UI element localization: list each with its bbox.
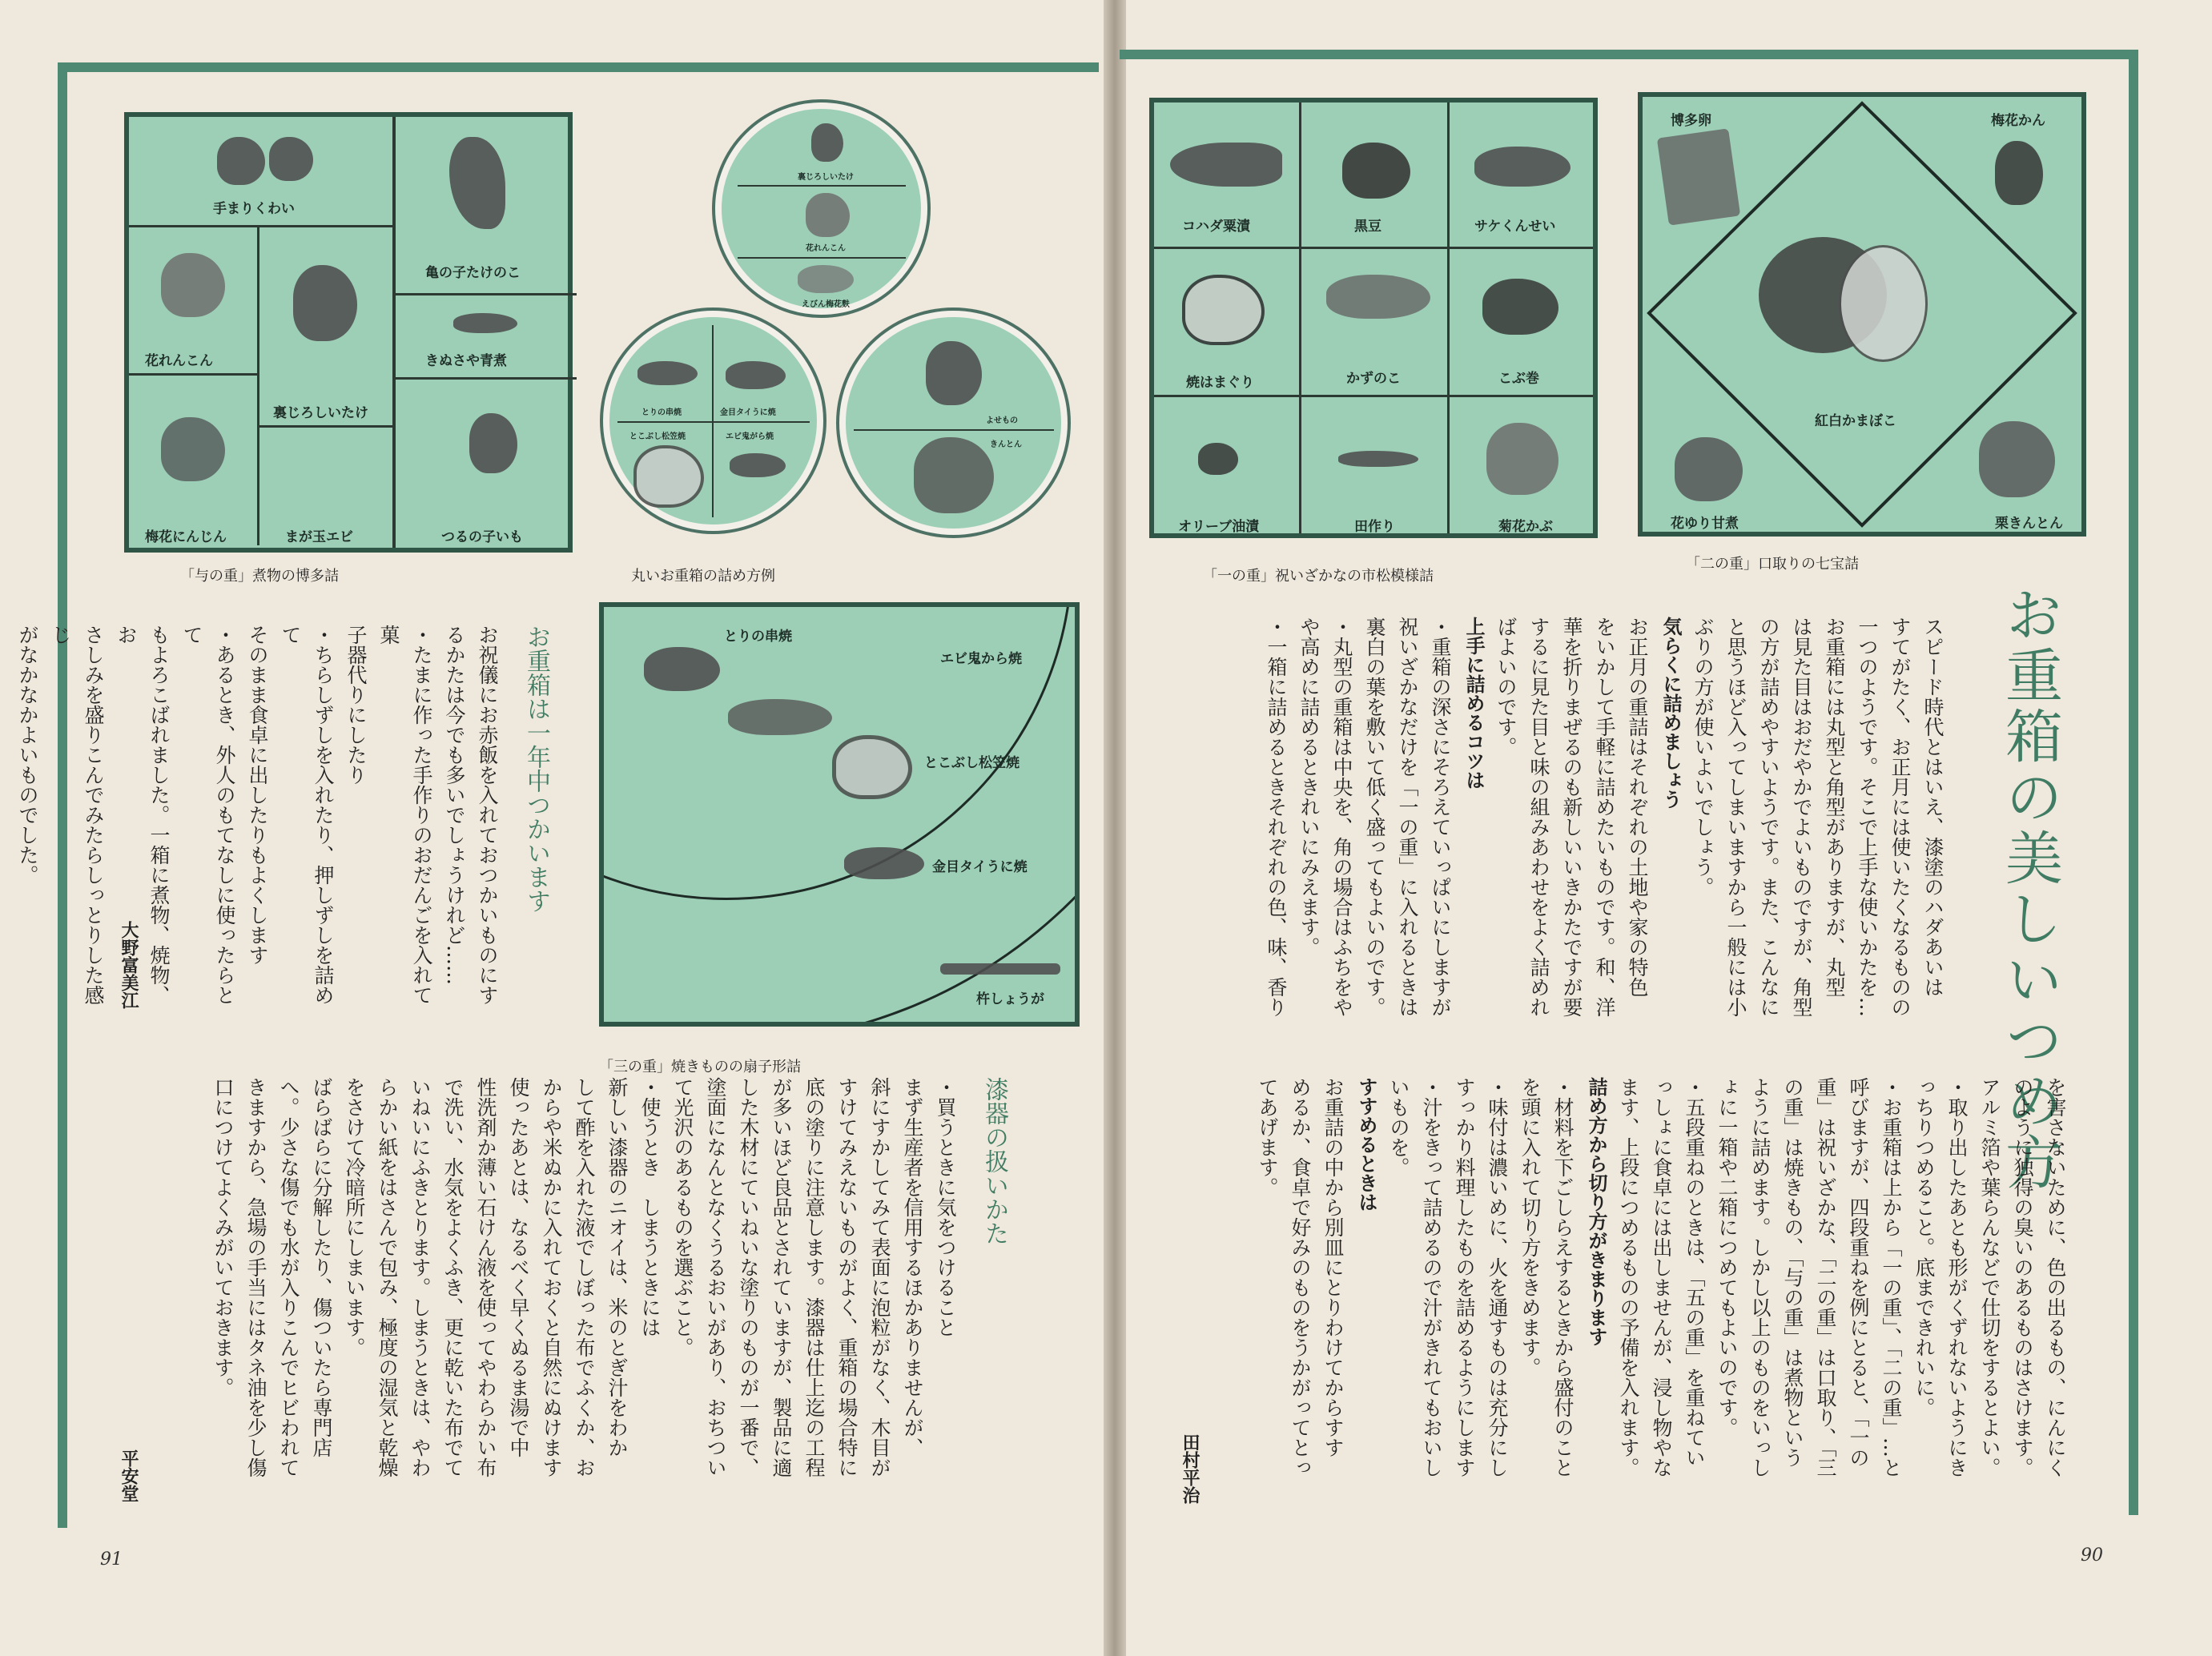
text-line: お重箱には丸型と角型がありますが、丸型 [1823, 617, 1846, 997]
fig-round-label: エビ鬼がら焼 [726, 432, 774, 441]
text-line: した木材にていねいな塗りのものが一番で、 [737, 1077, 760, 1477]
text-line: の方が詰めやすいようです。また、こんなに [1757, 617, 1780, 1017]
text-line: いものを。 [1387, 1077, 1410, 1177]
text-line: が多いほど良品とされていますが、製品に適 [770, 1077, 793, 1477]
text-line: るかたは今でも多いでしょうけれど…… [443, 625, 466, 985]
fig-san-label: 金目タイうに焼 [932, 859, 1028, 875]
text-line: ・材料を下ごしらえするときから盛付のこと [1551, 1077, 1575, 1477]
fig-round-label: 花れんこん [806, 244, 846, 253]
text-line: ・五段重ねのときは、「五の重」を重ねてい [1683, 1077, 1706, 1468]
text-line: ・丸型の重箱は中央を、角の場合はふちをや [1330, 617, 1353, 1017]
text-line: スピード時代とはいえ、漆塗のハダあいは [1921, 617, 1945, 997]
text-line: 口につけてよくみがいておきます。 [211, 1077, 235, 1397]
left-page-frame-top [58, 62, 1099, 72]
fig-round-label: 金目タイうに焼 [720, 408, 776, 417]
text-line: ・ちらしずしを入れたり、押しずしを詰めて [279, 625, 335, 1005]
fig-ichi-label: サケくんせい [1474, 219, 1556, 235]
text-line: からや米ぬかに入れておくと自然にぬけます [540, 1077, 563, 1477]
text-line: ます、上段につめるものの予備を入れます。 [1617, 1077, 1640, 1477]
section-shikki [207, 1077, 1011, 1549]
text-line: を害さないために、色の出るもの、にんにく [2044, 1077, 2067, 1477]
fig-san-label: とこぶし松笠焼 [924, 755, 1020, 771]
fig-ni-label: 梅花かん [1991, 113, 2045, 129]
text-line: ばよいのです。 [1494, 617, 1518, 757]
text-line: と思うほど入ってしまいますから一般には小 [1724, 617, 1747, 1017]
text-line: や高めに詰めるときれいにみえます。 [1297, 617, 1321, 957]
author-ichinen: 大野富美江 [119, 921, 139, 1009]
fig-round-caption: 丸いお重箱の詰め方例 [631, 568, 775, 585]
heading-kigaru: 気らくに詰めましょう [1659, 617, 1682, 809]
fig-san-no-ju [599, 602, 1080, 1027]
fig-ichi-label: こぶ巻 [1498, 371, 1539, 387]
fig-yo-no-ju [124, 112, 573, 553]
fig-ichi-no-ju [1149, 98, 1598, 538]
text-line: 子器代りにしたり [344, 625, 368, 785]
fig-yo-label: 亀の子たけのこ [425, 265, 521, 281]
text-line: 祝いざかなだけを「一の重」に入れるときは [1396, 617, 1419, 1017]
fig-round-label: とこぶし松笠焼 [629, 432, 686, 441]
fig-yo-caption: 「与の重」煮物の博多詰 [180, 568, 339, 585]
article-title: お重箱の美しいつめ方 [1996, 585, 2063, 1193]
text-line: すっかり料理したものを詰めるようにします [1453, 1077, 1476, 1477]
text-line: 裏白の葉を敷いて低く盛ってもよいのです。 [1363, 617, 1386, 1017]
fig-san-label: 杵しょうが [976, 991, 1044, 1007]
fig-yo-label: つるの子いも [441, 529, 523, 545]
text-line: の重」は焼きもの、「与の重」は煮物という [1781, 1077, 1804, 1468]
text-line: もよろこばれました。一箱に煮物、焼物、お [115, 625, 171, 1005]
text-line: ・たまに作った手作りのおだんごを入れて菓 [377, 625, 433, 1005]
fig-ichi-caption: 「一の重」祝いざかなの市松模様詰 [1203, 568, 1434, 585]
text-line: っちりつめること。底まできれいに。 [1912, 1077, 1936, 1417]
text-line: めるか、食卓で好みのものをうかがってとっ [1289, 1077, 1312, 1477]
text-line: ・味付は濃いめに、火を通すものは充分にし [1486, 1077, 1509, 1477]
text-line: がなかなかよいものでした。 [16, 625, 39, 885]
fig-round-label: よせもの [986, 416, 1018, 425]
text-line: して酢を入れた液でしぼった布でふくか、お [573, 1077, 596, 1477]
text-line: 一つのようです。そこで上手な使いかたを… [1856, 617, 1879, 1017]
text-line: 呼びますが、四段重ねを例にとると、「一の [1847, 1077, 1870, 1468]
author-shikki: 平安堂 [119, 1449, 139, 1502]
fig-ichi-label: 菊花かぶ [1498, 519, 1553, 535]
text-line: は見た目はおだやかでよいものですが、角型 [1790, 617, 1813, 1017]
text-line: らかい紙をはさんで包み、極度の湿気と乾燥 [376, 1077, 399, 1477]
text-line: するに見た目と味の組みあわせをよく詰めれ [1527, 617, 1550, 1017]
text-line: 使ったあとは、なるべく早くぬるま湯で中 [507, 1077, 530, 1457]
text-line: っしょに食卓には出しませんが、浸し物やな [1650, 1077, 1673, 1477]
text-line: へ。少さな傷でも水が入りこんでヒビわれて [277, 1077, 300, 1477]
fig-yo-label: きぬさや青煮 [425, 353, 507, 369]
book-gutter [1104, 0, 1126, 1656]
fig-yo-label: 花れんこん [145, 353, 213, 369]
text-line: てあげます。 [1256, 1077, 1279, 1197]
text-line: で洗い、水気をよくふき、更に乾いた布でて [441, 1077, 465, 1477]
fig-yo-label: 手まりくわい [213, 201, 295, 217]
fig-ni-label: 博多卵 [1671, 113, 1711, 129]
fig-yo-label: 裏じろしいたけ [273, 405, 368, 421]
fig-san-caption: 「三の重」焼きものの扇子形詰 [599, 1059, 801, 1075]
fig-round-plate-right [839, 311, 1068, 535]
fig-ni-label: 紅白かまぼこ [1815, 413, 1896, 429]
text-line: 塗面になんとなくうるおいがあり、おちつい [704, 1077, 727, 1477]
text-line: ・あるとき、外人のもてなしに使ったらとて [180, 625, 236, 1005]
right-page-frame-side [2129, 50, 2138, 1515]
text-line: て光沢のあるものを選ぶこと。 [671, 1077, 694, 1357]
text-line: さしみを盛りこんでみたらしっとりした感じ [49, 625, 105, 1005]
text-line: をさけて冷暗所にしまいます。 [343, 1077, 366, 1357]
fig-ichi-label: 焼はまぐり [1186, 375, 1254, 391]
text-line: 新しい漆器のニオイは、米のとぎ汁をわか [605, 1077, 629, 1457]
fig-ichi-label: コハダ粟漬 [1182, 219, 1250, 235]
text-line: すてがたく、お正月には使いたくなるものの [1888, 617, 1912, 1017]
heading-kotsu: 上手に詰めるコツは [1462, 617, 1485, 790]
text-line: いねいにふきとります。しまうときは、やわ [408, 1077, 432, 1477]
heading-kimaru: 詰め方から切り方がきまります [1585, 1077, 1607, 1346]
fig-yo-label: まが玉エビ [285, 529, 353, 545]
text-line: 華を折りまぜるのも新しいいきかたですが要 [1560, 617, 1583, 1017]
author-tamura: 田村平治 [1180, 1433, 1200, 1504]
text-line: ・買うときに気をつけること [934, 1077, 957, 1337]
text-line: アルミ箔や葉らんなどで仕切をするとよい。 [1978, 1077, 2001, 1477]
fig-round-plate-top [715, 102, 927, 315]
text-line: 性洗剤か薄い石けん液を使ってやわらかい布 [474, 1077, 497, 1477]
fig-round-label: きんとん [990, 440, 1022, 449]
text-line: ょに一箱や二箱につめてもよいのです。 [1715, 1077, 1739, 1437]
text-line: ・使うとき しまうときには [638, 1077, 662, 1337]
fig-round-label: とりの串焼 [641, 408, 682, 417]
fig-ni-caption: 「二の重」口取りの七宝詰 [1686, 556, 1859, 573]
text-line: を頭に入れて切り方をきめます。 [1518, 1077, 1542, 1377]
fig-ichi-label: かずのこ [1346, 371, 1401, 387]
article-body-upper [1260, 617, 1949, 1049]
text-line: のように独得の臭いのあるものはさけます。 [2011, 1077, 2034, 1477]
article-body-lower [1251, 1077, 2072, 1525]
fig-round-label: えびん梅花麩 [802, 300, 850, 309]
fig-round-plate-left [603, 311, 823, 531]
text-line: 重」は祝いざかな、「二の重」は口取り、「三 [1814, 1077, 1837, 1477]
text-line: ・お重箱は上から「一の重」、「二の重」…と [1880, 1077, 1903, 1477]
fig-yo-label: 梅花にんじん [145, 529, 227, 545]
fig-ni-label: 花ゆり甘煮 [1671, 516, 1739, 532]
text-line: ・汁をきって詰めるので汁がきれてもおいし [1420, 1077, 1443, 1477]
text-line: お祝儀にお赤飯を入れておつかいものにす [476, 625, 499, 1005]
text-line: ぶりの方が使いよいでしょう。 [1691, 617, 1715, 897]
fig-ichi-label: オリーブ油漬 [1178, 519, 1260, 535]
fig-round-label: 裏じろしいたけ [798, 173, 854, 182]
fig-ni-no-ju [1638, 92, 2086, 537]
fig-san-label: エビ鬼から焼 [940, 651, 1022, 667]
text-line: をいかして手軽に詰めたいものです。和、洋 [1593, 617, 1616, 1017]
fig-ni-label: 栗きんとん [1995, 516, 2063, 532]
fig-san-label: とりの串焼 [724, 629, 792, 645]
text-line: きますから、急場の手当にはタネ油を少し傷 [244, 1077, 267, 1477]
text-line: ばらばらに分解したり、傷ついたら専門店 [310, 1077, 333, 1457]
text-line: 底の塗りに注意します。漆器は仕上迄の工程 [802, 1077, 826, 1477]
page-number-right: 90 [2081, 1545, 2103, 1566]
fig-ichi-label: 黒豆 [1354, 219, 1381, 235]
text-line: すけてみえないものがよく、重箱の場合特に [835, 1077, 859, 1477]
section-shikki-heading: 漆器の扱いかた [980, 1077, 1008, 1245]
section-ichinen-heading: お重箱は一年中つかいます [522, 625, 550, 913]
text-line: お重詰の中から別皿にとりわけてからすす [1321, 1077, 1345, 1457]
page-number-left: 91 [100, 1549, 123, 1570]
section-ichinen [11, 625, 553, 1017]
heading-susumeru: すすめるときは [1355, 1077, 1377, 1212]
right-page-frame-top [1120, 50, 2138, 59]
text-line: ・重箱の深さにそろえていっぱいにしますが [1429, 617, 1452, 1017]
text-line: そのまま食卓に出したりもよくします [246, 625, 269, 965]
text-line: 斜にすかしてみて表面に泡粒がなく、木目が [868, 1077, 891, 1477]
text-line: ・取り出したあとも形がくずれないようにき [1945, 1077, 1969, 1477]
text-line: まず生産者を信用するほかありませんが、 [901, 1077, 924, 1457]
text-line: ように詰めます。しかし以上のものをいっし [1748, 1077, 1772, 1477]
text-line: お正月の重詰はそれぞれの土地や家の特色 [1626, 617, 1649, 997]
text-line: ・一箱に詰めるときそれぞれの色、味、香り [1265, 617, 1288, 1017]
fig-ichi-label: 田作り [1354, 519, 1395, 535]
